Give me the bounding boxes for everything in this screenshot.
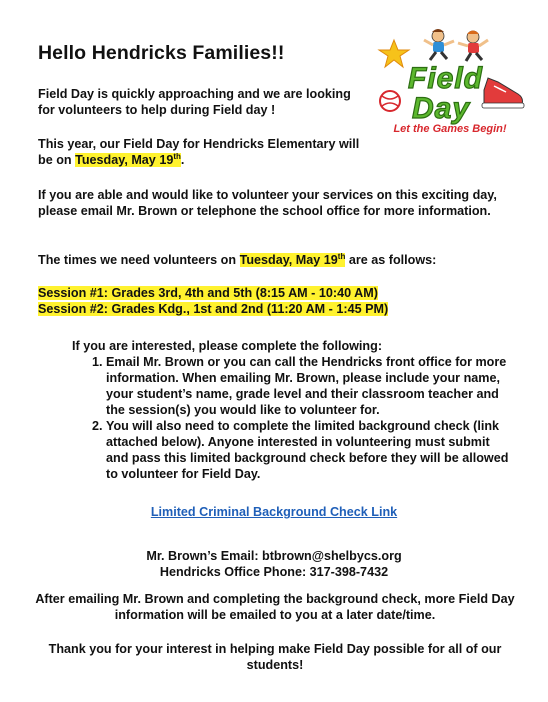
runner-kid-icon xyxy=(424,29,454,60)
date-lead-text: This year, our Field Day for Hendricks Elementary will be on xyxy=(38,137,360,167)
times-trailing-text: are as follows: xyxy=(345,253,437,267)
after-paragraph: After emailing Mr. Brown and completing the background check, more Field Day information will be emailed to you at a later date/time. xyxy=(35,592,515,622)
step-1: 1. Email Mr. Brown or you can call the Hendricks front office for more information. When emailing Mr. Brown, please include your name, your student’s name, grade level and their classroom teacher and the session(s) you would like to volunteer for. xyxy=(106,354,512,418)
date-text: Tuesday, May 19 xyxy=(75,153,174,167)
instructions xyxy=(72,338,512,482)
intro-paragraph: Field Day is quickly approaching and we are looking for volunteers to help during Field day ! xyxy=(38,87,351,117)
session-list xyxy=(38,285,518,317)
field-day-date-paragraph xyxy=(38,136,368,168)
field-day-logo xyxy=(372,26,528,138)
session-1-row xyxy=(38,285,518,301)
times-lead-text: The times we need volunteers on xyxy=(38,253,240,267)
instructions-intro: If you are interested, please complete the following: xyxy=(72,339,383,353)
phone-line: Hendricks Office Phone: 317-398-7432 xyxy=(159,565,389,579)
background-check-link[interactable]: Limited Criminal Background Check Link xyxy=(150,505,398,519)
link-row xyxy=(0,504,548,520)
session-2-row xyxy=(38,301,518,317)
thanks-paragraph: Thank you for your interest in helping make Field Day possible for all of our students! xyxy=(48,642,502,672)
page-title: Hello Hendricks Families!! xyxy=(38,42,285,64)
volunteer-paragraph: If you are able and would like to volunteer your services on this exciting day, please email Mr. Brown or telephone the school office for more information. xyxy=(38,188,497,218)
logo-field-word: Field xyxy=(408,62,484,95)
sneaker-icon xyxy=(482,78,524,108)
logo-tagline: Let the Games Begin! xyxy=(393,123,507,135)
date-trailing-text: . xyxy=(180,153,185,167)
step-2: 2. You will also need to complete the limited background check (link attached below). Anyone interested in volunteering must submit and pass this limited background check before they will be allowed to volunteer for Field Day. xyxy=(106,418,512,482)
ball-icon xyxy=(380,91,400,111)
highlighted-date xyxy=(75,153,181,167)
star-icon xyxy=(379,40,409,67)
session-2: Session #2: Grades Kdg., 1st and 2nd (11:20 AM - 1:45 PM) xyxy=(38,302,389,316)
logo-day-word: Day xyxy=(412,92,471,125)
steps-list xyxy=(72,354,512,482)
session-1: Session #1: Grades 3rd, 4th and 5th (8:15 AM - 10:40 AM) xyxy=(38,286,378,300)
email-line: Mr. Brown’s Email: btbrown@shelbycs.org xyxy=(146,549,402,563)
highlighted-times-date xyxy=(240,253,346,267)
times-date-text: Tuesday, May 19 xyxy=(239,253,338,267)
times-paragraph xyxy=(38,252,518,268)
times-date-ordinal: th xyxy=(337,251,346,261)
date-ordinal: th xyxy=(173,151,181,161)
runner-kid-icon xyxy=(458,31,488,62)
contact-block xyxy=(0,548,548,580)
